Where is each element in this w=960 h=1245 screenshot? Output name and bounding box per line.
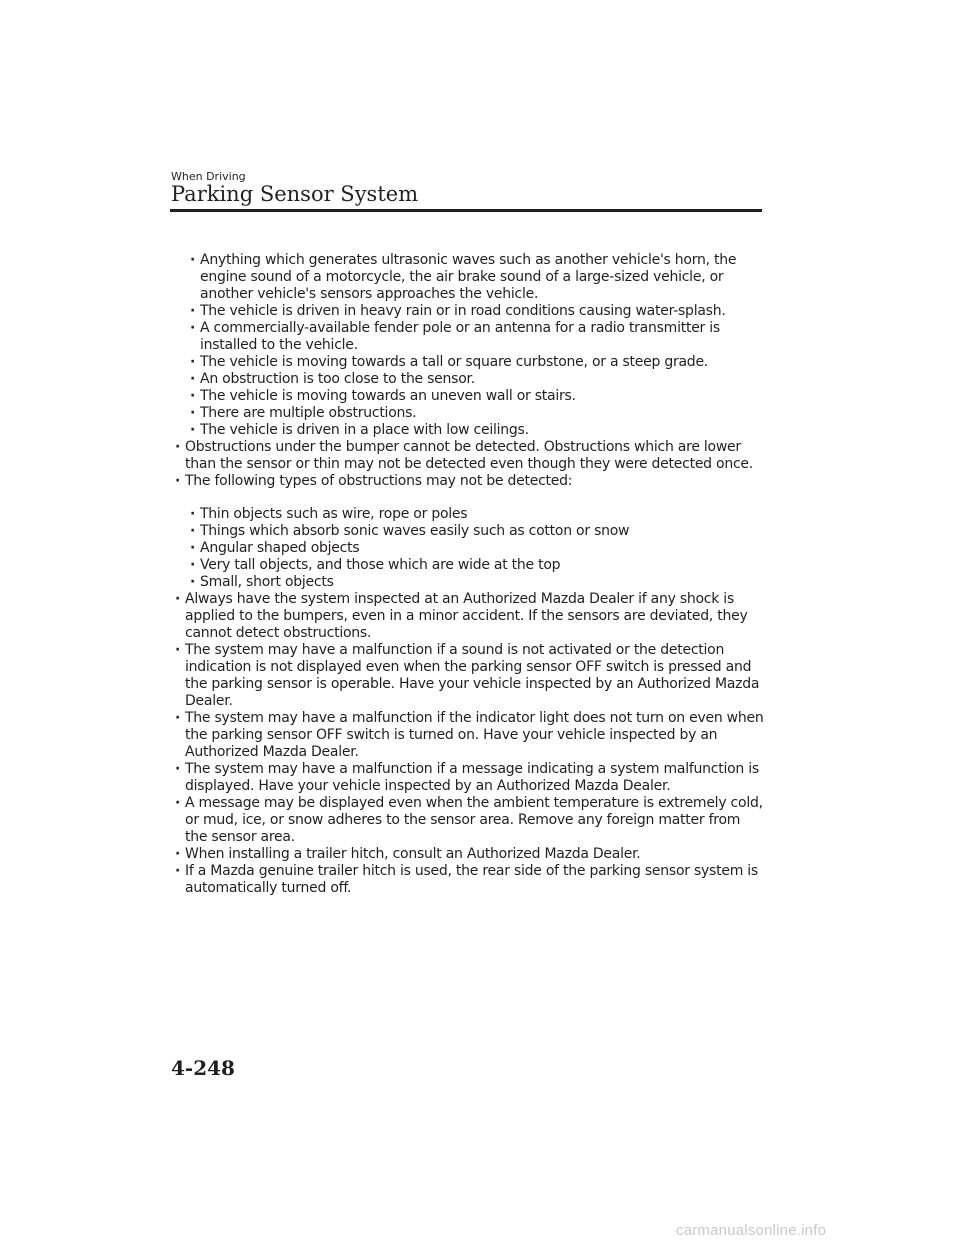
sub-list-obstruction-types <box>170 506 765 591</box>
sub-list-conditions <box>170 252 765 439</box>
list-item: · There are multiple obstructions. <box>185 405 765 422</box>
list-item: · Thin objects such as wire, rope or poles <box>185 506 765 523</box>
list-item: · Always have the system inspected at an Authorized Mazda Dealer if any shock is applied to the bumpers, even in a minor accident. If the sensors are deviated, they cannot detect obstructions. <box>170 591 765 642</box>
list-item: · An obstruction is too close to the sensor. <box>185 371 765 388</box>
main-list-bottom <box>170 591 765 897</box>
list-item: · A message may be displayed even when the ambient temperature is extremely cold, or mud, ice, or snow adheres to the sensor area. Remove any foreign matter from the sensor area. <box>170 795 765 846</box>
title-divider <box>170 209 762 212</box>
page-title: Parking Sensor System <box>171 182 419 206</box>
list-item: · The system may have a malfunction if a message indicating a system malfunction is displayed. Have your vehicle inspected by an Authorized Mazda Dealer. <box>170 761 765 795</box>
main-list-top <box>170 439 765 490</box>
list-item: · Angular shaped objects <box>185 540 765 557</box>
list-item: · If a Mazda genuine trailer hitch is used, the rear side of the parking sensor system is automatically turned off. <box>170 863 765 897</box>
list-item: · Small, short objects <box>185 574 765 591</box>
list-item: · Obstructions under the bumper cannot be detected. Obstructions which are lower than the sensor or thin may not be detected even though they were detected once. <box>170 439 765 473</box>
watermark-link[interactable]: carmanualsonline.info <box>676 1222 827 1239</box>
list-item: · The vehicle is moving towards an uneven wall or stairs. <box>185 388 765 405</box>
spacer <box>170 490 765 506</box>
section-label: When Driving <box>171 170 246 183</box>
list-item: · The system may have a malfunction if the indicator light does not turn on even when the parking sensor OFF switch is turned on. Have your vehicle inspected by an Authorized Mazda Dealer. <box>170 710 765 761</box>
list-item: · The following types of obstructions may not be detected: <box>170 473 765 490</box>
list-item: · When installing a trailer hitch, consult an Authorized Mazda Dealer. <box>170 846 765 863</box>
list-item: · Anything which generates ultrasonic waves such as another vehicle's horn, the engine sound of a motorcycle, the air brake sound of a large-sized vehicle, or another vehicle's sensors approaches the vehicle. <box>185 252 765 303</box>
list-item: · Very tall objects, and those which are wide at the top <box>185 557 765 574</box>
list-item: · The vehicle is driven in a place with low ceilings. <box>185 422 765 439</box>
list-item: · The vehicle is moving towards a tall or square curbstone, or a steep grade. <box>185 354 765 371</box>
page-number: 4-248 <box>171 1056 235 1080</box>
body-content <box>170 252 765 897</box>
list-item: · The vehicle is driven in heavy rain or in road conditions causing water-splash. <box>185 303 765 320</box>
list-item: · Things which absorb sonic waves easily such as cotton or snow <box>185 523 765 540</box>
list-item: · A commercially-available fender pole or an antenna for a radio transmitter is installed to the vehicle. <box>185 320 765 354</box>
list-item: · The system may have a malfunction if a sound is not activated or the detection indication is not displayed even when the parking sensor OFF switch is pressed and the parking sensor is operable. Have your vehicle inspected by an Authorized Mazda Dealer. <box>170 642 765 710</box>
